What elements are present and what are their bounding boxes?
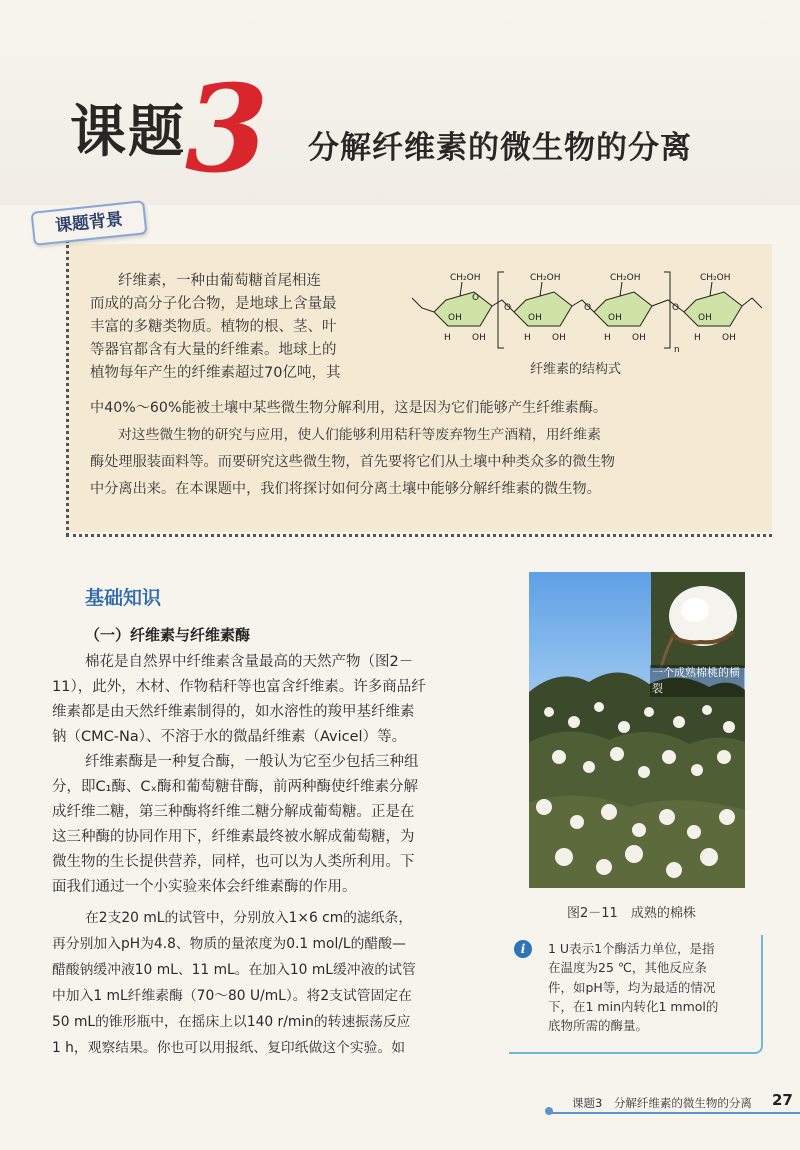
body-line-1: 棉花是自然界中纤维素含量最高的天然产物（图2－ — [85, 654, 414, 670]
label-o-link-1: O — [504, 303, 512, 313]
label-ch2oh-3: CH₂OH — [610, 273, 641, 283]
stem-4 — [710, 282, 712, 296]
body-line-6: 分，即C₁酶、Cₓ酶和葡萄糖苷酶，前两种酶使纤维素分解 — [52, 779, 418, 795]
figure-caption: 图2－11 成熟的棉株 — [567, 906, 696, 921]
label-ch2oh-2: CH₂OH — [530, 273, 561, 283]
background-line-1: 纤维素，一种由葡萄糖首尾相连 — [118, 273, 321, 289]
body-line-7: 成纤维二糖，第三种酶将纤维二糖分解成葡萄糖。正是在 — [52, 804, 415, 820]
note-line-4: 下，在1 min内转化1 mmol的 — [548, 998, 719, 1014]
subsection-title: （一）纤维素与纤维素酶 — [85, 626, 251, 644]
label-h-3: H — [604, 333, 611, 343]
bond-left — [412, 298, 434, 312]
background-line-6: 中40%～60%能被土壤中某些微生物分解利用，这是因为它们能够产生纤维素酶。 — [90, 400, 608, 416]
label-h-1: H — [444, 333, 451, 343]
background-line-8: 酶处理服装面料等。而要研究这些微生物，首先要将它们从土壤中种类众多的微生物 — [90, 454, 615, 470]
bracket-right — [664, 272, 670, 348]
label-ch2oh-1: CH₂OH — [450, 273, 481, 283]
body-line-8: 这三种酶的协同作用下，纤维素最终被水解成葡萄糖，为 — [52, 829, 415, 845]
glucose-ring-4 — [684, 292, 742, 326]
background-line-3: 丰富的多糖类物质。植物的根、茎、叶 — [90, 319, 337, 335]
experiment-line-2: 再分别加入pH为4.8、物质的量浓度为0.1 mol/L的醋酸— — [52, 936, 406, 952]
experiment-line-6: 1 h，观察结果。你也可以用报纸、复印纸做这个实验。如 — [52, 1040, 406, 1056]
running-title: 课题3 分解纤维素的微生物的分离 — [572, 1096, 752, 1110]
glucose-ring-1 — [434, 292, 492, 326]
label-h-2: H — [524, 333, 531, 343]
background-tag: 课题背景 — [31, 200, 148, 246]
dotted-divider-horizontal — [66, 534, 772, 537]
section-title: 基础知识 — [85, 587, 162, 609]
body-line-4: 钠（CMC-Na）、不溶于水的微晶纤维素（Avicel）等。 — [52, 729, 407, 745]
body-line-10: 面我们通过一个小实验来体会纤维素酶的作用。 — [52, 879, 357, 895]
glucose-ring-3 — [594, 292, 652, 326]
body-line-9: 微生物的生长提供营养，同样，也可以为人类所利用。下 — [52, 854, 415, 870]
background-line-9: 中分离出来。在本课题中，我们将探讨如何分离土壤中能够分解纤维素的微生物。 — [90, 481, 601, 497]
cotton-boll-inset — [651, 572, 745, 668]
page-number: 27 — [772, 1091, 793, 1109]
label-oh-b3: OH — [632, 333, 646, 343]
bond-3-4 — [652, 300, 684, 312]
footer-rule — [548, 1112, 800, 1114]
label-o-link-3: O — [672, 303, 680, 313]
note-text — [548, 939, 748, 1035]
experiment-line-4: 中加入1 mL纤维素酶（70～80 U/mL）。将2支试管固定在 — [52, 988, 412, 1004]
label-oh-b1: OH — [472, 333, 486, 343]
background-line-2: 而成的高分子化合物，是地球上含量最 — [90, 296, 337, 312]
label-oh-4: OH — [698, 313, 712, 323]
background-line-4: 等器官都含有大量的纤维素。地球上的 — [90, 342, 337, 358]
note-line-3: 件，如pH等，均为最适的情况 — [548, 979, 716, 995]
note-line-2: 在温度为25 ℃，其他反应条 — [548, 960, 707, 976]
label-oh-3: OH — [608, 313, 622, 323]
page-title: 分解纤维素的微生物的分离 — [308, 130, 692, 166]
body-line-3: 维素都是由天然纤维素制得的，如水溶性的羧甲基纤维素 — [52, 704, 415, 720]
glucose-ring-2 — [514, 292, 572, 326]
stem-3 — [620, 282, 622, 296]
info-icon: i — [514, 940, 532, 958]
label-o-link-2: O — [584, 303, 592, 313]
lesson-number: 3 — [185, 59, 269, 200]
inset-label: 一个成熟棉桃的横裂 — [650, 665, 744, 697]
label-oh-b4: OH — [722, 333, 736, 343]
bond-right — [742, 298, 762, 308]
background-line-5: 植物每年产生的纤维素超过70亿吨，其 — [90, 365, 341, 381]
stem-2 — [540, 282, 542, 296]
stem-1 — [460, 282, 462, 296]
label-oh-1: OH — [448, 313, 462, 323]
experiment-line-1: 在2支20 mL的试管中，分别放入1×6 cm的滤纸条， — [85, 910, 413, 926]
experiment-line-3: 醋酸钠缓冲液10 mL、11 mL。在加入10 mL缓冲液的试管 — [52, 962, 416, 978]
label-h-4: H — [694, 333, 701, 343]
label-n: n — [674, 345, 680, 355]
experiment-line-5: 50 mL的锥形瓶中，在摇床上以140 r/min的转速振荡反应 — [52, 1014, 411, 1030]
lesson-word: 课题 — [70, 100, 186, 165]
note-line-5: 底物所需的酶量。 — [548, 1018, 649, 1034]
label-oh-b2: OH — [552, 333, 566, 343]
label-oh-2: OH — [528, 313, 542, 323]
body-line-2: 11），此外，木材、作物秸秆等也富含纤维素。许多商品纤 — [52, 679, 426, 695]
structure-caption: 纤维素的结构式 — [530, 362, 622, 377]
note-line-1: 1 U表示1个酶活力单位，是指 — [548, 941, 715, 956]
dotted-divider-vertical — [66, 240, 69, 536]
background-line-7: 对这些微生物的研究与应用，使人们能够利用秸秆等废弃物生产酒精，用纤维素 — [118, 427, 601, 443]
label-ch2oh-4: CH₂OH — [700, 273, 731, 283]
body-line-5: 纤维素酶是一种复合酶，一般认为它至少包括三种组 — [85, 754, 419, 770]
label-o-1: O — [472, 293, 480, 303]
